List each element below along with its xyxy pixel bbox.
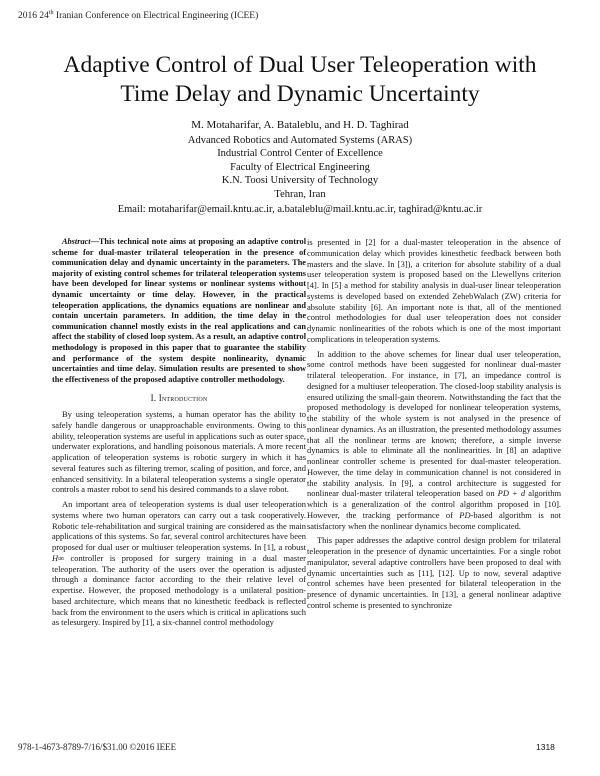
left-column <box>52 237 306 628</box>
affiliation-line: Advanced Robotics and Automated Systems (ARAS) <box>187 134 413 146</box>
copyright-notice: 978-1-4673-8789-7/16/$31.00 ©2016 IEEE <box>18 742 177 752</box>
paragraph: In addition to the above schemes for linear dual user teleoperation, some control methods have been suggested for nonlinear dual-master trilateral teleoperation. For instance, in [7], an impedance control is designed for a multiuser teleoperation. The closed-loop stability analysis is ensured utilizing the small-gain theorem. Notwithstanding the fact that the proposed methodology is developed for nonlinear teleoperation systems, the stability of the whole system is not analysed in the presence of nonlinear dynamics. As an illustration, the presented methodology assumes that all the nonlinear terms are known; therefore, a simple inverse dynamics is able to eliminate all the nonlinearities. In [8] an adaptive nonlinear controller scheme is presented for dual-master teleoperation. However, the time delay in communication channel is not considered in the stability analysis. In [9], a control architecture is suggested for nonlinear dual-master trilateral teleoperation based on PD + d algorithm which is a generalization of the control algorithm proposed in [10]. However, the tracking performance of PD-based algorithm is not satisfactory when the nonlinear dynamics become complicated. <box>307 348 562 531</box>
abstract-label: Abstract <box>62 237 91 246</box>
affiliation-line: K.N. Toosi University of Technology <box>221 175 379 186</box>
paragraph: An important area of teleoperation systems is dual user teleoperation systems where two human operators can carry out a task cooperatively. Robotic tele-rehabilitation and surgical training are considered as the main applications of this systems. So far, several control architectures have been proposed for dual user or multiuser teleoperation systems. In [1], a robust H∞ controller is proposed for surgery training in a dual master teleoperation. The authority of the users over the operation is adjusted through a dominance factor according to the their relative level of expertise. However, the proposed methodology is a unilateral position-based architecture, which means that no kinesthetic feedback is reflected back from the environment to the users which is critical in aplications such as telesurgery. Inspired by [1], a six-channel control methodology <box>52 499 306 628</box>
affiliation-line: Tehran, Iran <box>274 188 326 200</box>
page-number: 1318 <box>536 742 555 752</box>
author-email: Email: motaharifar@email.kntu.ac.ir, a.bataleblu@mail.kntu.ac.ir, taghirad@kntu.ac.ir <box>117 204 483 215</box>
title-line-1: Adaptive Control of Dual User Teleoperation with <box>63 52 537 78</box>
paragraph: By using teleoperation systems, a human operator has the ability to safely handle dangerous or unapproachable environments. Owing to this ability, teleoperation systems are useful in applications such as outer space, underwater explorations, and handling poisonous materials. A more recent application of teleoperation systems is robotic surgery in which it has several features such as filtering tremor, scaling of position, and force, and enhanced sensitivity. In a bilateral teleoperation systems a single operator controls a master robot to send his desired commands to a slave robot. <box>52 409 306 495</box>
paragraph: This paper addresses the adaptive control design problem for trilateral teleoperation in the presence of dynamic uncertainties. For a single robot manipulator, several adaptive controllers have been proposed to deal with dynamic uncertainties such as [11], [12]. Up to now, several adaptive control schemes have been presented for bilateral teleoperation in the presence of dynamic uncertainties. In [13], a general nonlinear adaptive control scheme is presented to synchronize <box>307 535 561 610</box>
conference-header: 2016 24th Iranian Conference on Electrical Engineering (ICEE) <box>18 10 259 22</box>
math-symbol: H∞ <box>52 552 65 563</box>
math-symbol: PD + d <box>497 488 526 499</box>
section-heading-introduction: I. Introduction <box>150 393 208 404</box>
author-block <box>0 119 600 217</box>
abstract-text: This technical note aims at proposing an adaptive control scheme for dual-master trilateral teleoperation in the presence of communication delay and dynamic uncertainty in the parameters. The majority of existing control schemes for trilateral teleoperation systems have been developed for linear systems or nonlinear systems without dynamic uncertainty or time delay. However, in the practical teleoperation applications, the dynamics equations are nonlinear and contain uncertain parameters. In addition, the time delay in the communication channel mostly exists in the real applications and can affect the stability of closed loop system. As a result, an adaptive control methodology is proposed in this paper that to guarantee the stability and performance of the system despite nonlinearity, dynamic uncertainties and time delay. Simulation results are presented to show the effectiveness of the proposed adaptive controller methodology. <box>52 237 306 384</box>
title-line-2: Time Delay and Dynamic Uncertainty <box>120 81 480 107</box>
abstract: Abstract—This technical note aims at proposing an adaptive control scheme for dual-master trilateral teleoperation in the presence of communication delay and dynamic uncertainty in the parameters. The majority of existing control schemes for trilateral teleoperation systems have been developed for linear systems or nonlinear systems without dynamic uncertainty or time delay. However, in the practical teleoperation applications, the dynamics equations are nonlinear and contain uncertain parameters. In addition, the time delay in the communication channel mostly exists in the real applications and can affect the stability of closed loop system. As a result, an adaptive control methodology is proposed in this paper that to guarantee the stability and performance of the system despite nonlinearity, dynamic uncertainties and time delay. Simulation results are presented to show the effectiveness of the proposed adaptive controller methodology. <box>52 237 306 384</box>
paper-title <box>0 51 600 109</box>
author-names: M. Motaharifar, A. Bataleblu, and H. D. Taghirad <box>191 119 409 131</box>
paragraph: is presented in [2] for a dual-master teleoperation in the absence of communication delay which provides kinesthetic feedback between both masters and the slave. In [3]), a criterion for absolute stability of a dual user teleoperation system is proposed based on the Llewellyns criterion [4]. In [5] a method for stability analysis in dual-user linear teleoperation systems is developed based on extended ZehebWalach (ZW) criteria for absolute stability [6]. An important note is that, all of the mentioned control methodologies for dual user teleoperation does not consider dynamic nonlinearities of the robots which is one of the most important complications in teleoperation systems. <box>307 237 561 344</box>
affiliation-line: Industrial Control Center of Excellence <box>217 148 383 159</box>
math-symbol: PD <box>459 509 471 520</box>
affiliation-line: Faculty of Electrical Engineering <box>230 161 370 173</box>
right-column <box>307 237 561 611</box>
